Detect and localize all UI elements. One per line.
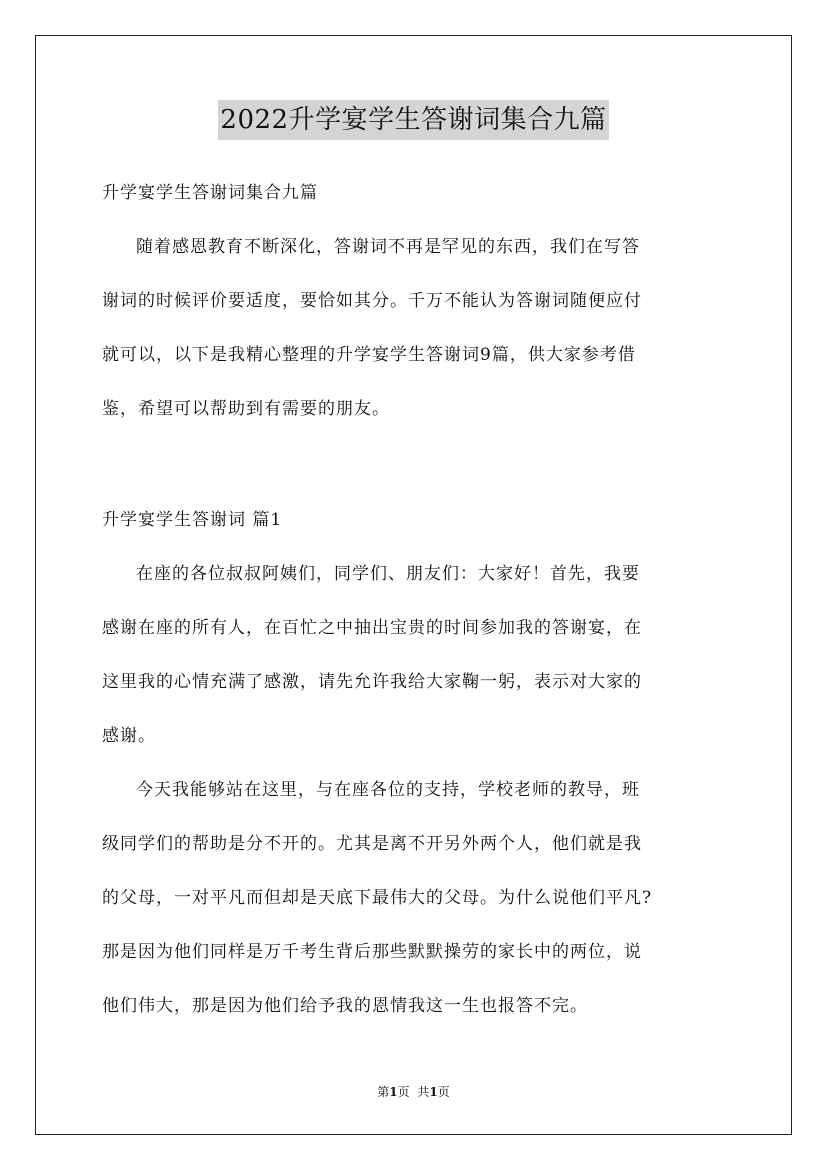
intro-paragraph bbox=[102, 232, 727, 448]
paragraph-line: 感谢。 bbox=[102, 726, 156, 746]
intro-line: 鉴，希望可以帮助到有需要的朋友。 bbox=[102, 399, 390, 419]
intro-line: 谢词的时候评价要适度，要恰如其分。千万不能认为答谢词随便应付 bbox=[102, 291, 642, 311]
paragraph-1 bbox=[102, 559, 727, 775]
paragraph-line: 感谢在座的所有人，在百忙之中抽出宝贵的时间参加我的答谢宴，在 bbox=[102, 618, 642, 638]
page-number: 1 bbox=[389, 1085, 398, 1099]
paragraph-line: 今天我能够站在这里，与在座各位的支持，学校老师的教导，班 bbox=[136, 780, 640, 800]
section-heading: 升学宴学生答谢词 篇1 bbox=[102, 510, 283, 530]
paragraph-line: 在座的各位叔叔阿姨们，同学们、朋友们：大家好！首先，我要 bbox=[136, 564, 640, 584]
page-suffix: 页 bbox=[397, 1085, 410, 1099]
paragraph-line: 那是因为他们同样是万千考生背后那些默默操劳的家长中的两位，说 bbox=[102, 942, 642, 962]
paragraph-line: 这里我的心情充满了感激，请先允许我给大家鞠一躬，表示对大家的 bbox=[102, 672, 642, 692]
paragraph-line: 他们伟大，那是因为他们给予我的恩情我这一生也报答不完。 bbox=[102, 996, 588, 1016]
title-container bbox=[0, 100, 827, 140]
page-footer bbox=[0, 1084, 827, 1100]
total-prefix: 共 bbox=[417, 1085, 430, 1099]
paragraph-line: 级同学们的帮助是分不开的。尤其是离不开另外两个人，他们就是我 bbox=[102, 834, 642, 854]
total-pages: 1 bbox=[429, 1085, 438, 1099]
paragraph-2 bbox=[102, 775, 727, 1045]
page-prefix: 第 bbox=[377, 1085, 390, 1099]
intro-line: 随着感恩教育不断深化，答谢词不再是罕见的东西，我们在写答 bbox=[136, 237, 640, 257]
document-title: 2022升学宴学生答谢词集合九篇 bbox=[218, 100, 608, 140]
paragraph-line: 的父母，一对平凡而但却是天底下最伟大的父母。为什么说他们平凡? bbox=[102, 888, 653, 908]
intro-line: 就可以，以下是我精心整理的升学宴学生答谢词9篇，供大家参考借 bbox=[102, 345, 636, 365]
total-suffix: 页 bbox=[437, 1085, 450, 1099]
document-subtitle: 升学宴学生答谢词集合九篇 bbox=[102, 183, 318, 203]
